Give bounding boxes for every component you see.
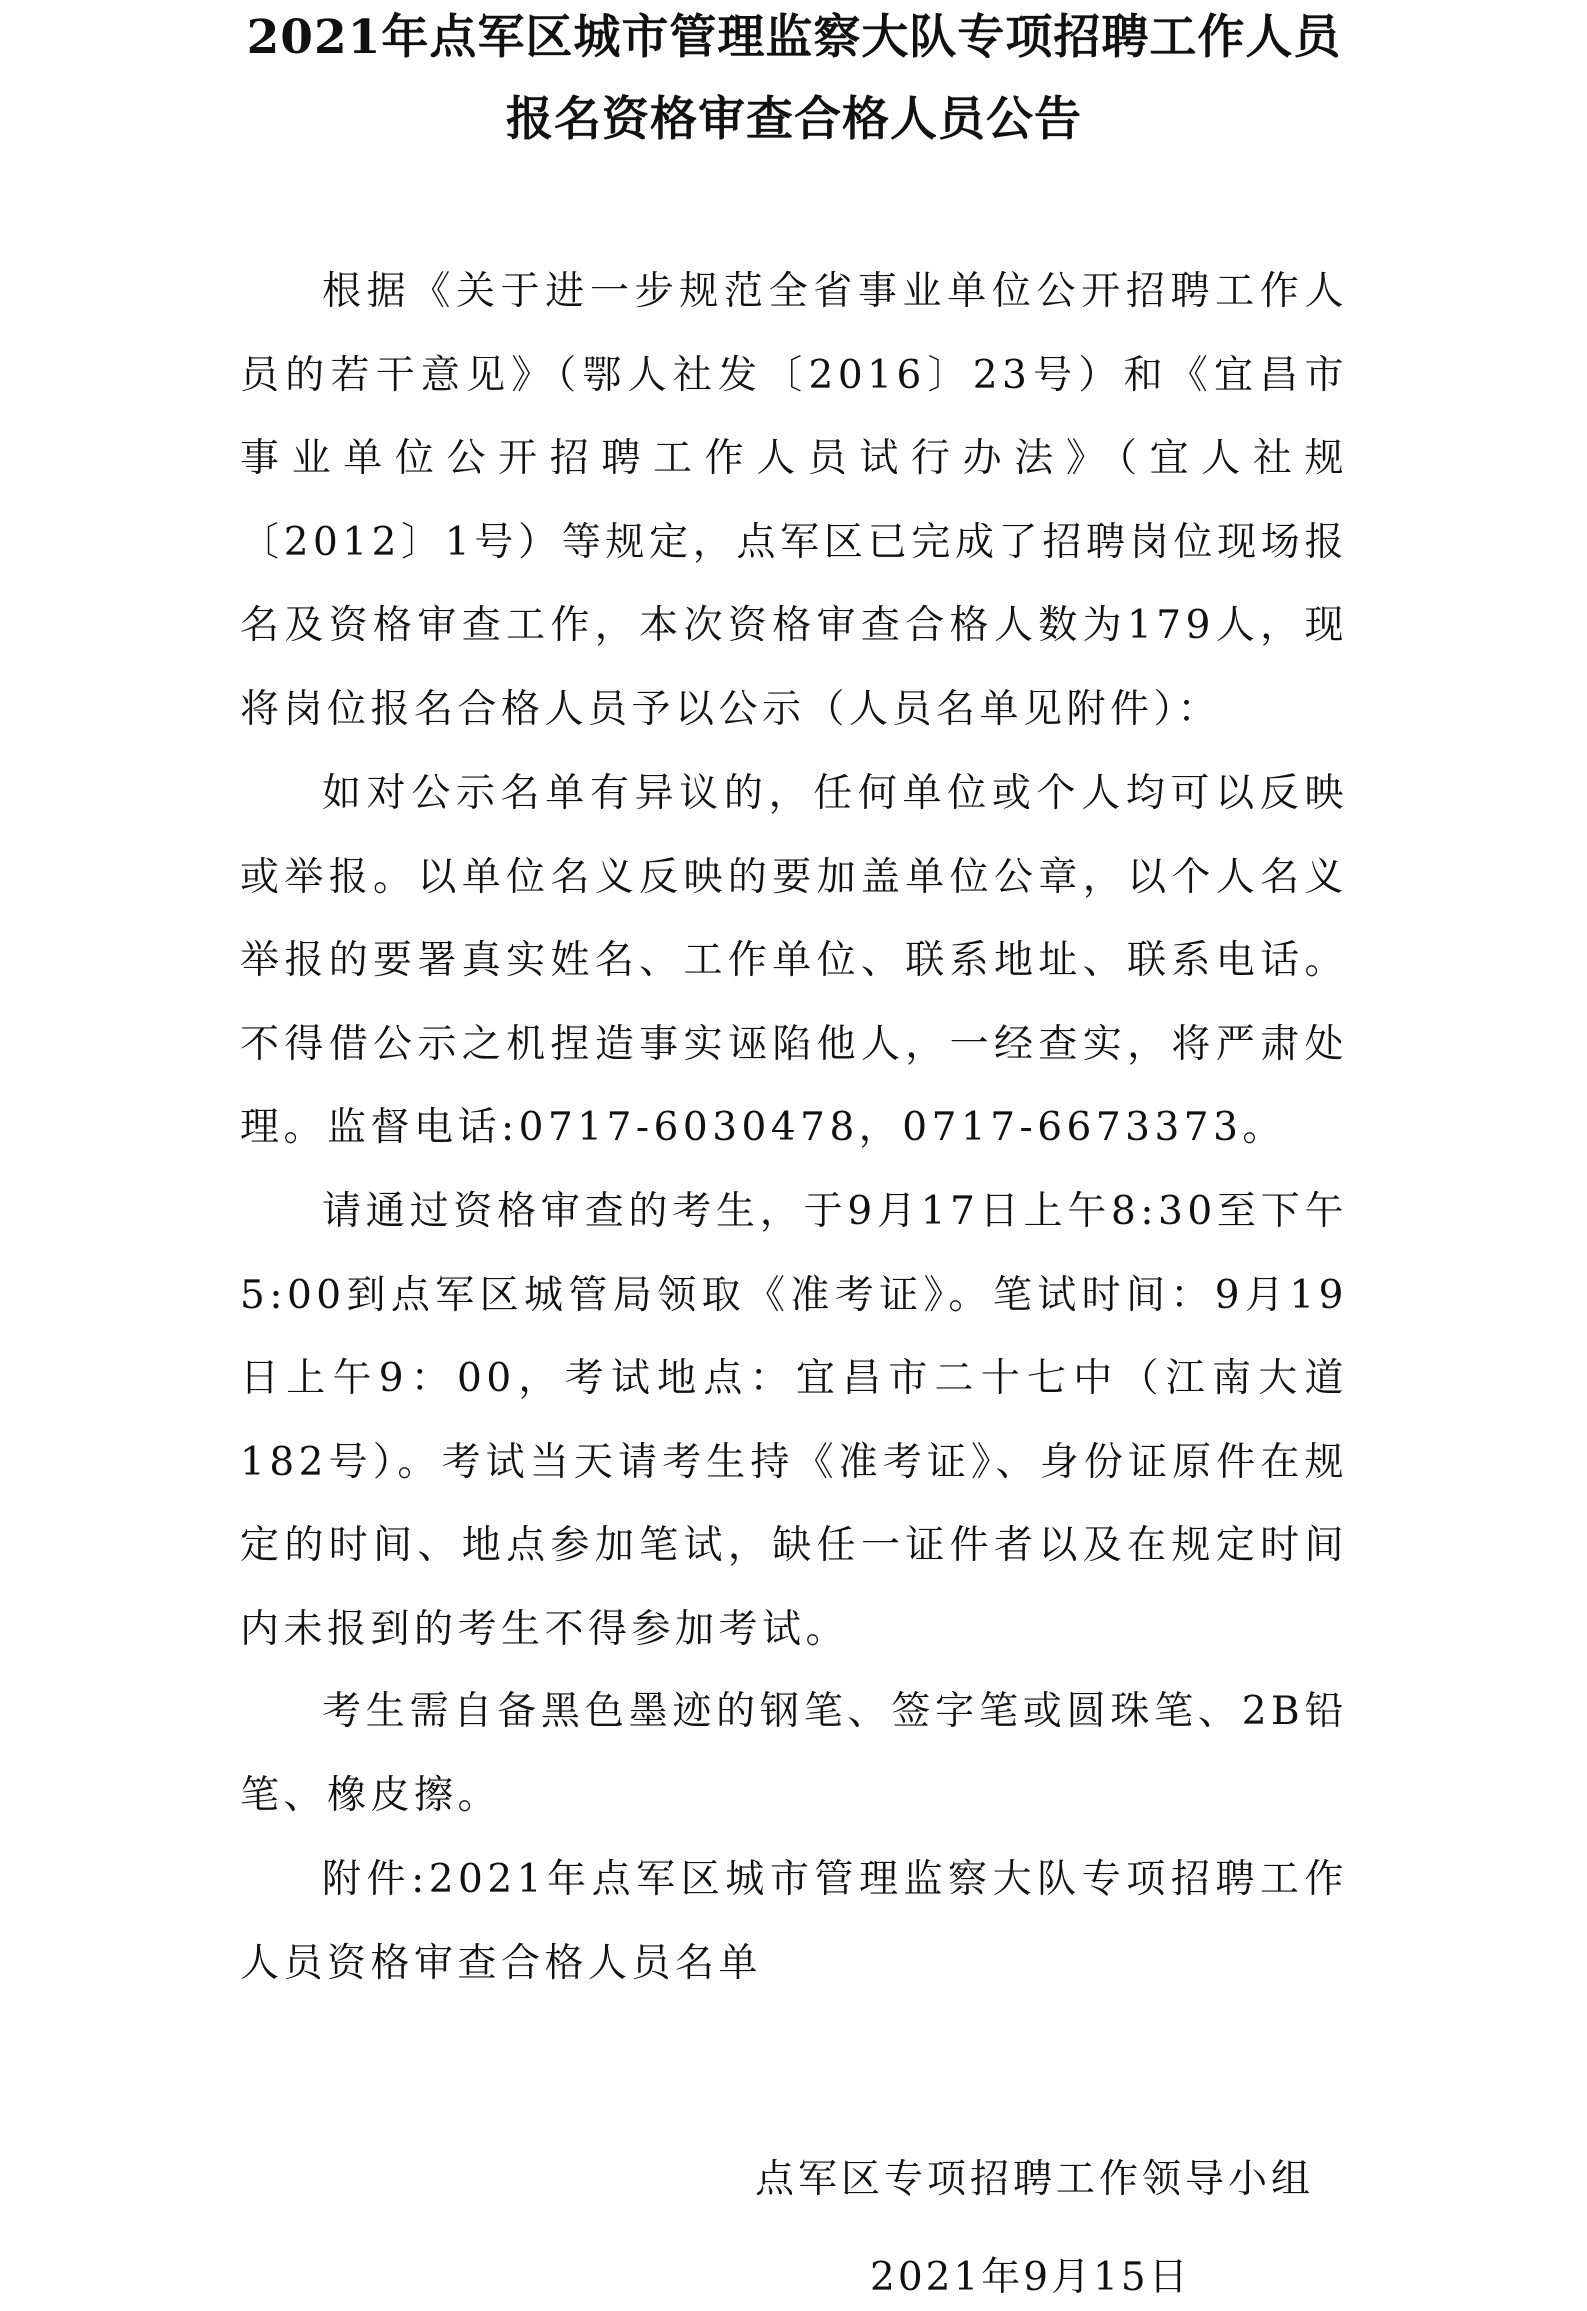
paragraph-exam-info [240,1170,1348,1671]
paragraph-attachment [240,1838,1348,2005]
paragraph-text: 附件:2021年点军区城市管理监察大队专项招聘工作人员资格审查合格人员名单 [240,1857,1348,1986]
paragraph-text: 考生需自备黑色墨迹的钢笔、签字笔或圆珠笔、2B铅笔、橡皮擦。 [240,1689,1348,1818]
paragraph-basis [240,250,1348,751]
paragraph-text: 根据《关于进一步规范全省事业单位公开招聘工作人员的若干意见》（鄂人社发〔2016〕23号）和《宜昌市事业单位公开招聘工作人员试行办法》（宜人社规〔2012〕1号）等规定，点军区已完成了招聘岗位现场报名及资格审查工作，本次资格审查合格人数为179人，现将岗位报名合格人员予以公示（人员名单见附件）： [240,269,1348,732]
document-title-line2: 报名资格审查合格人员公告 [506,92,1082,147]
paragraph-supplies [240,1670,1348,1837]
paragraph-text: 请通过资格审查的考生，于9月17日上午8:30至下午5:00到点军区城管局领取《准考证》。笔试时间：9月19日上午9：00，考试地点：宜昌市二十七中（江南大道182号）。考试当天请考生持《准考证》、身份证原件在规定的时间、地点参加笔试，缺任一证件者以及在规定时间内未报到的考生不得参加考试。 [240,1189,1348,1652]
document-title-line1: 2021年点军区城市管理监察大队专项招聘工作人员 [246,10,1342,65]
paragraph-text: 如对公示名单有异议的，任何单位或个人均可以反映或举报。以单位名义反映的要加盖单位公章，以个人名义举报的要署真实姓名、工作单位、联系地址、联系电话。不得借公示之机捏造事实诬陷他人，一经查实，将严肃处理。监督电话:0717-6030478，0717-6673373。 [240,771,1348,1150]
signature-organization: 点军区专项招聘工作领导小组 [755,2157,1315,2202]
signature-date: 2021年9月15日 [870,2255,1191,2300]
paragraph-objection [240,752,1348,1170]
